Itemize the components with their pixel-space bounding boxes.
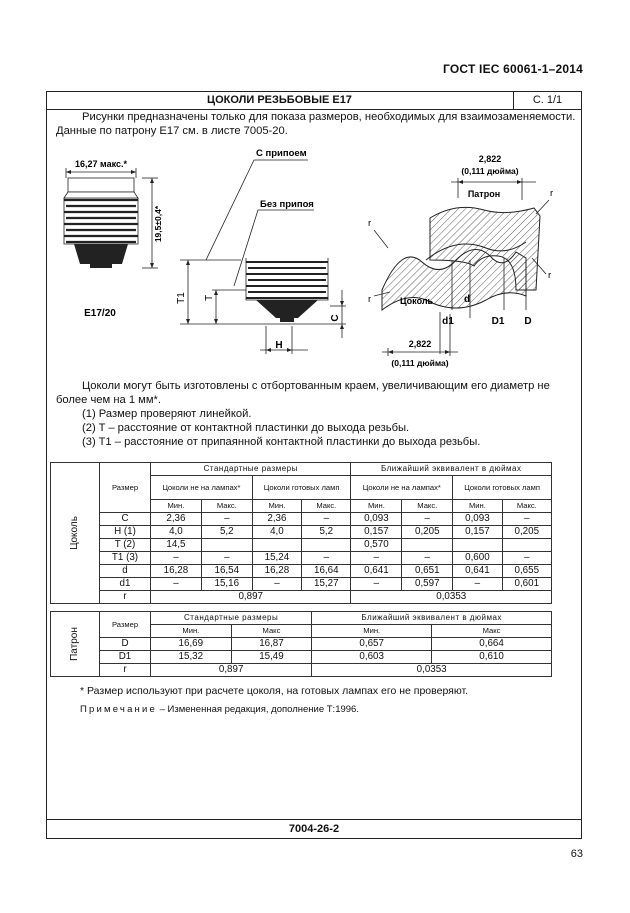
cell: 0,093 <box>453 513 502 526</box>
cell: 0,657 <box>312 638 432 651</box>
base-drawing-left <box>64 159 163 319</box>
cell: – <box>351 578 402 591</box>
cell: 2,36 <box>151 513 202 526</box>
row-name: r <box>100 591 151 604</box>
dim-bottom-right: 2,822 <box>408 339 432 349</box>
col-no-lamp-header: Цоколи не на лампах* <box>151 476 253 500</box>
page-number: 63 <box>570 848 583 860</box>
cell: 15,32 <box>151 651 232 664</box>
label-without-solder: Без припоя <box>260 199 314 210</box>
cell: – <box>302 552 351 565</box>
note <box>80 704 359 715</box>
cell <box>201 539 252 552</box>
dim-top-right: 2,822 <box>478 154 502 164</box>
table-row <box>51 591 552 604</box>
cell: – <box>151 578 202 591</box>
max-header: Макс. <box>302 500 351 513</box>
base-designation: E17/20 <box>84 308 116 319</box>
label-T: T <box>204 294 215 302</box>
max-header: Макс <box>231 625 312 638</box>
cell: 5,2 <box>201 526 252 539</box>
cell <box>402 539 453 552</box>
cell: – <box>453 578 502 591</box>
cell: 0,641 <box>351 565 402 578</box>
cell: 0,205 <box>502 526 551 539</box>
label-d1: d1 <box>442 316 454 327</box>
cell: 0,655 <box>502 565 551 578</box>
paragraph-note-1: (1) Размер проверяют линейкой. <box>82 408 252 420</box>
cell: 16,64 <box>302 565 351 578</box>
cell: 0,897 <box>151 591 351 604</box>
cell: 0,597 <box>402 578 453 591</box>
cell: 15,27 <box>302 578 351 591</box>
max-header: Макс. <box>502 500 551 513</box>
row-name: D1 <box>100 651 151 664</box>
row-name: r <box>100 664 151 677</box>
cell: 5,2 <box>302 526 351 539</box>
cell: 0,603 <box>312 651 432 664</box>
cell: 0,610 <box>432 651 552 664</box>
label-base: Цоколь <box>400 296 434 306</box>
label-C: C <box>330 314 341 322</box>
label-with-solder: С припоем <box>256 148 307 159</box>
table-row <box>51 526 552 539</box>
table-side-label: Патрон <box>51 612 100 677</box>
cell <box>502 539 551 552</box>
cell: 4,0 <box>252 526 301 539</box>
cell <box>453 539 502 552</box>
cell: 16,69 <box>151 638 232 651</box>
sheet-title: ЦОКОЛИ РЕЗЬБОВЫЕ E17 <box>207 94 352 106</box>
group-std-header: Стандартные размеры <box>151 612 312 625</box>
row-name: H (1) <box>100 526 151 539</box>
cell: – <box>302 513 351 526</box>
cell: 0,570 <box>351 539 402 552</box>
paragraph-note-3: (3) T1 – расстояние от припаянной контактной пластинки до выхода резьбы. <box>82 436 481 448</box>
table-row <box>51 539 552 552</box>
label-D: D <box>524 316 532 327</box>
table-row <box>51 651 552 664</box>
intro-text: Рисунки предназначены только для показа размеров, необходимых для взаимозаменяемости. Данные по патрону E17 см. в листе 7005-20. <box>56 111 576 137</box>
row-name: D <box>100 638 151 651</box>
cell: 15,24 <box>252 552 301 565</box>
group-inch-header: Ближайший эквивалент в дюймах <box>351 463 552 476</box>
cell: – <box>151 552 202 565</box>
cell: – <box>402 552 453 565</box>
cell: 16,54 <box>201 565 252 578</box>
dim-height-label: 19,5±0,4* <box>153 205 163 243</box>
cell: 14,5 <box>151 539 202 552</box>
min-header: Мин. <box>351 500 402 513</box>
cell: 0,093 <box>351 513 402 526</box>
max-header: Макс. <box>402 500 453 513</box>
cell: 16,87 <box>231 638 312 651</box>
cell: 0,664 <box>432 638 552 651</box>
footer-divider <box>46 819 582 820</box>
cell: 0,641 <box>453 565 502 578</box>
label-holder: Патрон <box>467 189 501 199</box>
col-ready-inch-header: Цоколи готовых ламп <box>453 476 552 500</box>
cell: 0,205 <box>402 526 453 539</box>
col-ready-header: Цоколи готовых ламп <box>252 476 351 500</box>
label-r-4: r <box>368 294 372 305</box>
table-side-label: Цоколь <box>51 463 100 604</box>
table-row <box>51 565 552 578</box>
row-name: d <box>100 565 151 578</box>
min-header: Мин. <box>151 625 232 638</box>
table-row <box>51 664 552 677</box>
cell: 16,28 <box>151 565 202 578</box>
cell: – <box>351 552 402 565</box>
sheet-page-indicator: С. 1/1 <box>532 94 563 106</box>
dim-bottom-right-inch: (0,111 дюйма) <box>391 358 449 368</box>
technical-drawing <box>46 140 582 376</box>
label-D1: D1 <box>491 316 505 327</box>
cell <box>302 539 351 552</box>
max-header: Макс. <box>201 500 252 513</box>
cell: – <box>502 552 551 565</box>
min-header: Мин. <box>312 625 432 638</box>
cell: 2,36 <box>252 513 301 526</box>
min-header: Мин. <box>252 500 301 513</box>
min-header: Мин. <box>453 500 502 513</box>
col-size-header: Размер <box>100 463 151 513</box>
cell: – <box>502 513 551 526</box>
col-no-lamp-inch-header: Цоколи не на лампах* <box>351 476 453 500</box>
standard-number: ГОСТ IEC 60061-1–2014 <box>443 62 583 76</box>
holder-dimensions-table <box>50 611 552 677</box>
thread-profile-drawing <box>368 154 553 368</box>
group-inch-header: Ближайший эквивалент в дюймах <box>312 612 552 625</box>
cell: 15,16 <box>201 578 252 591</box>
col-size-header: Размер <box>100 612 151 638</box>
max-header: Макс <box>432 625 552 638</box>
row-name: T1 (3) <box>100 552 151 565</box>
cell: – <box>252 578 301 591</box>
cell: 15,49 <box>231 651 312 664</box>
base-dimensions-table <box>50 462 552 604</box>
paragraph-edge: Цоколи могут быть изготовлены с отбортованным краем, увеличивающим его диаметр не более чем на 1 мм*. <box>56 380 550 406</box>
row-name: d1 <box>100 578 151 591</box>
cell: 4,0 <box>151 526 202 539</box>
label-r-3: r <box>548 270 552 281</box>
cell: 0,651 <box>402 565 453 578</box>
paragraph-note-2: (2) T – расстояние от контактной пластинки до выхода резьбы. <box>82 422 410 434</box>
cell: 0,0353 <box>351 591 552 604</box>
note-label: Примечание <box>80 704 157 715</box>
footnote: * Размер используют при расчете цоколя, на готовых лампах его не проверяют. <box>80 685 469 697</box>
dim-top-label: 16,27 макс.* <box>75 159 127 169</box>
sheet-code: 7004-26-2 <box>288 823 340 835</box>
table-row <box>51 552 552 565</box>
row-name: C <box>100 513 151 526</box>
label-H: H <box>275 340 283 351</box>
table-row <box>51 578 552 591</box>
cell <box>252 539 301 552</box>
cell: 0,897 <box>151 664 312 677</box>
label-T1: T1 <box>176 292 187 304</box>
group-std-header: Стандартные размеры <box>151 463 351 476</box>
cell: 0,0353 <box>312 664 552 677</box>
cell: – <box>402 513 453 526</box>
cell: 0,600 <box>453 552 502 565</box>
note-text: – Измененная редакция, дополнение Т:1996. <box>157 704 359 715</box>
label-r-1: r <box>550 188 554 199</box>
cell: 0,157 <box>453 526 502 539</box>
min-header: Мин. <box>151 500 202 513</box>
cell: – <box>201 513 252 526</box>
table-row <box>51 513 552 526</box>
label-r-2: r <box>368 218 372 229</box>
table-row <box>51 638 552 651</box>
body-text <box>56 379 576 449</box>
row-name: T (2) <box>100 539 151 552</box>
base-drawing-middle <box>176 148 346 354</box>
cell: 0,601 <box>502 578 551 591</box>
cell: – <box>201 552 252 565</box>
cell: 0,157 <box>351 526 402 539</box>
label-d: d <box>463 294 471 305</box>
cell: 16,28 <box>252 565 301 578</box>
dim-top-right-inch: (0,111 дюйма) <box>461 166 519 176</box>
